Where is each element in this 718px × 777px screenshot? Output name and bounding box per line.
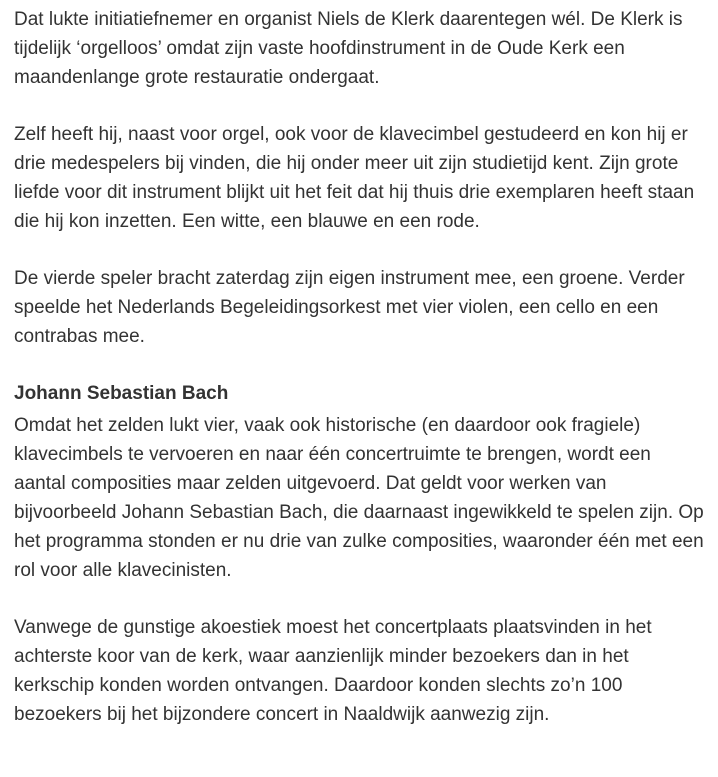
article-paragraph: Vanwege de gunstige akoestiek moest het concertplaats plaatsvinden in het achterste koor van de kerk, waar aanzienlijk minder bezoekers dan in het kerkschip konden worden ontvangen. Daardoor konden slechts zo’n 100 bezoekers bij het bijzondere concert in Naaldwijk aanwezig zijn. [14,617,652,725]
article-paragraph: Dat lukte initiatiefnemer en organist Niels de Klerk daarentegen wél. De Klerk is tijdelijk ‘orgelloos’ omdat zijn vaste hoofdinstrument in de Oude Kerk een maandenlange grote restauratie ondergaat. [14,9,683,88]
section-heading: Johann Sebastian Bach [14,383,229,404]
article-paragraph: Zelf heeft hij, naast voor orgel, ook voor de klavecimbel gestudeerd en kon hij er drie medespelers bij vinden, die hij onder meer uit zijn studietijd kent. Zijn grote liefde voor dit instrument blijkt uit het feit dat hij thuis drie exemplaren heeft staan die hij kon inzetten. Een witte, een blauwe en een rode. [14,124,695,232]
article-paragraph: De vierde speler bracht zaterdag zijn eigen instrument mee, een groene. Verder speelde het Nederlands Begeleidingsorkest met vier violen, een cello en een contrabas mee. [14,268,685,347]
article-paragraph: Omdat het zelden lukt vier, vaak ook historische (en daardoor ook fragiele) klavecimbels te vervoeren en naar één concertruimte te brengen, wordt een aantal composities maar zelden uitgevoerd. Dat geldt voor werken van bijvoorbeeld Johann Sebastian Bach, die daarnaast ingewikkeld te spelen zijn. Op het programma stonden er nu drie van zulke composities, waaronder één met een rol voor alle klavecinisten. [14,415,704,581]
